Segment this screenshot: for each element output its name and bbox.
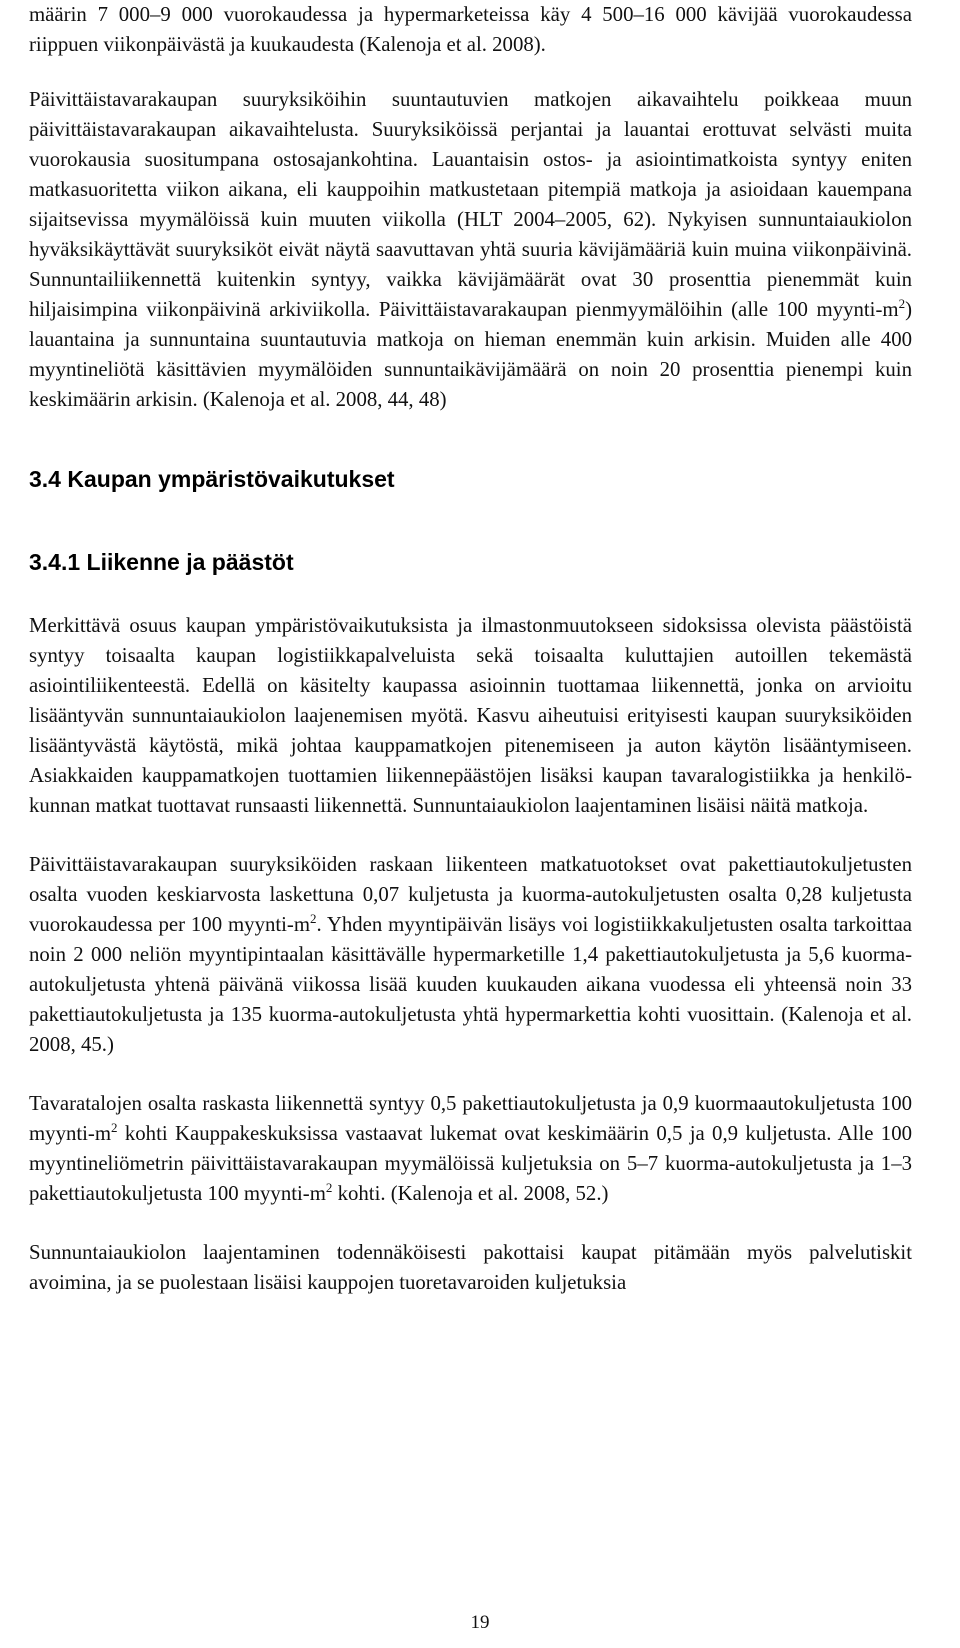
paragraph-text: Tavaratalojen osalta raskasta liikennettä syntyy 0,5 pakettiautokuljetusta ja 0,9 kuormaautokuljetusta 100 myynti-m [29,1092,912,1145]
paragraph-text: Merkittävä osuus kaupan ympäristövaikutuksista ja ilmastonmuutokseen sidoksissa olevista päästöistä syntyy toisaalta kaupan logistiikkapalveluista sekä toisaalta kuluttajien autoillen tekemästä asiointiliikenteestä. Edellä on käsitelty kaupassa asioinnin tuottamaa liikennettä, jonka on arvioitu lisääntyvän sunnuntaiaukiolon laajenemisen myötä. Kasvu aiheutuisi erityisesti kaupan suuryksiköiden lisääntyvästä käytöstä, mikä johtaa kauppamatkojen pitenemiseen ja auton käytön lisääntymiseen. Asiakkaiden kauppamatkojen tuottamien liikennepäästöjen lisäksi kaupan tavaralogistiikka ja henkilökunnan matkat tuottavat runsaasti liikennettä. Sunnuntaiaukiolon laajentaminen lisäisi näitä matkoja. [29,614,912,817]
paragraph-intro [29,0,912,60]
paragraph-text: . Yhden myyntipäivän lisäys voi logistiikkakuljetusten osalta tarkoittaa noin 2 000 neliön myyntipintaalan käsittävälle hypermarketille 1,4 pakettiautokuljetusta ja 5,6 kuorma-autokuljetusta yhtenä päivänä viikossa lisää kuuden kuukauden aikana vuodessa eli yhteensä noin 33 pakettiautokuljetusta ja 135 kuorma-autokuljetusta yhtä hypermarkettia kohti vuosittain. (Kalenoja et al. 2008, 45.) [29,913,912,1056]
subsection-heading: 3.4.1 Liikenne ja päästöt [29,549,294,575]
paragraph-department-stores [29,1089,912,1209]
paragraph-text: määrin 7 000–9 000 vuorokaudessa ja hypermarketeissa käy 4 500–16 000 kävijää vuorokaudessa riippuen viikonpäivästä ja kuukaudesta (Kalenoja et al. 2008). [29,3,912,56]
paragraph-text: Päivittäistavarakaupan suuryksiköiden raskaan liikenteen matkatuotokset ovat pakettiautokuljetusten osalta vuoden keskiarvosta laskettuna 0,07 kuljetusta ja kuorma-autokuljetusten osalta 0,28 kuljetusta vuorokaudessa per 100 myynti-m [29,853,912,936]
paragraph-text: Päivittäistavarakaupan suuryksiköihin suuntautuvien matkojen aikavaihtelu poikkeaa muun päivittäistavarakaupan aikavaihtelusta. Suuryksiköissä perjantai ja lauantai erottuvat selvästi muita vuorokausia suositumpana ostosajankohtina. Lauantaisin ostos- ja asiointimatkoista syntyy eniten matkasuoritetta viikon aikana, eli kauppoihin matkustetaan pitempiä matkoja ja asioidaan kauempana sijaitsevissa myymälöissä kuin muuten viikolla (HLT 2004–2005, 62). Nykyisen sunnuntaiaukiolon hyväksikäyttävät suuryksiköt eivät näytä saavuttavan yhtä suuria kävijämääriä kuin muina viikonpäivinä. Sunnuntailiikennettä kuitenkin syntyy, vaikka kävijämäärät ovat 30 prosenttia pienemmät kuin hiljaisimpina viikonpäivinä arkiviikolla. Päivittäistavarakaupan pienmyymälöihin (alle 100 myynti-m [29,88,912,321]
paragraph-text: Sunnuntaiaukiolon laajentaminen todennäköisesti pakottaisi kaupat pitämään myös palvelutiskit avoimina, ja se puolestaan lisäisi kauppojen tuoretavaroiden kuljetuksia [29,1241,912,1294]
superscript: 2 [898,296,906,312]
document-page [29,0,912,1298]
superscript: 2 [310,911,317,927]
paragraph-sunday-opening [29,1238,912,1298]
superscript: 2 [111,1120,118,1136]
page-number: 19 [470,1612,490,1633]
paragraph-emissions [29,611,912,821]
paragraph-text: kohti Kauppakeskuksissa vastaavat lukemat ovat keskimäärin 0,5 ja 0,9 kuljetusta. Alle 100 myyntineliömetrin päivittäistavarakaupan myymälöissä kuljetuksia on 5–7 kuorma-autokuljetusta ja 1–3 pakettiautokuljetusta 100 myynti-m [29,1122,912,1205]
paragraph-text: ) lauantaina ja sunnuntaina suuntautuvia matkoja on hieman enemmän kuin arkisin. Muiden alle 400 myyntineliötä käsittävien myymälöiden sunnuntaikävijämäärä on noin 20 prosenttia pienempi kuin keskimäärin arkisin. (Kalenoja et al. 2008, 44, 48) [29,298,912,411]
paragraph-text: kohti. (Kalenoja et al. 2008, 52.) [332,1182,609,1205]
paragraph-time-variation [29,85,912,415]
superscript: 2 [325,1180,333,1196]
section-heading: 3.4 Kaupan ympäristövaikutukset [29,466,395,492]
paragraph-heavy-traffic [29,850,912,1060]
